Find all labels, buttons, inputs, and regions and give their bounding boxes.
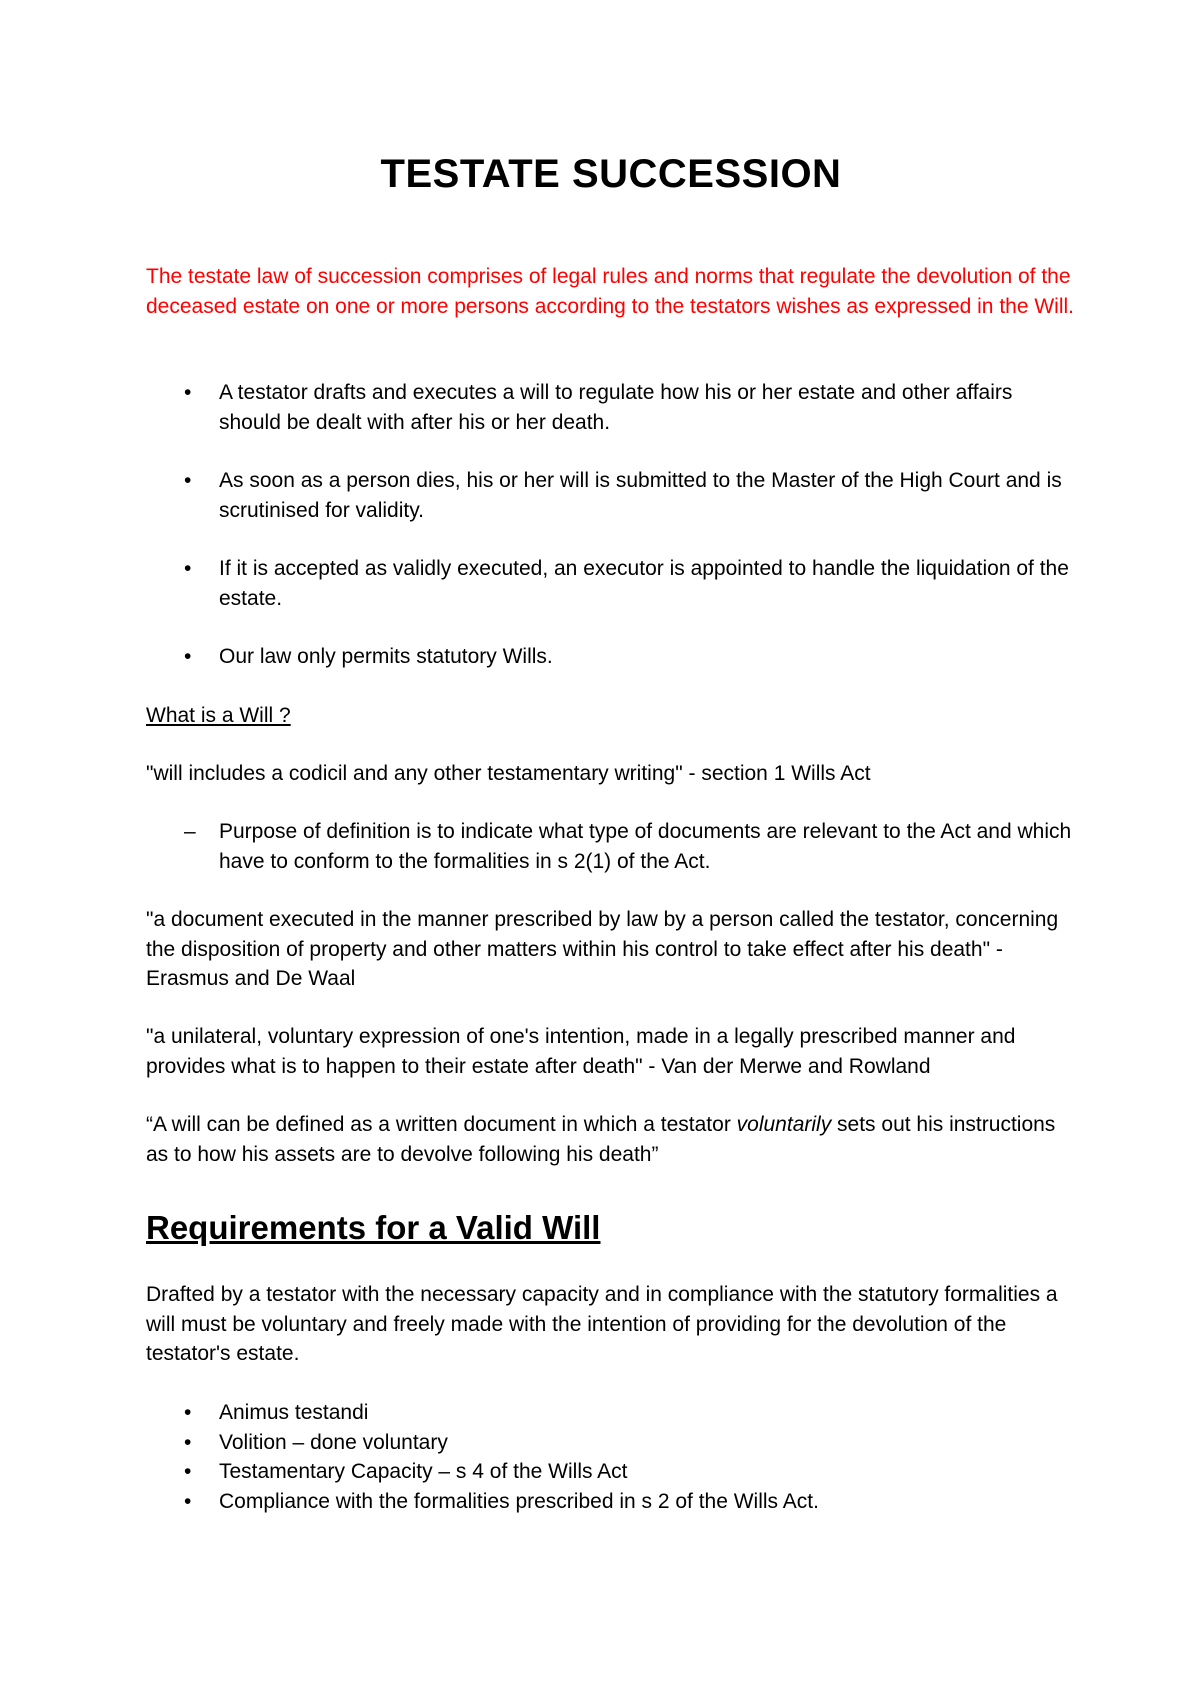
purpose-text: Purpose of definition is to indicate what type of documents are relevant to the Act and which have to conform to the formalities in s 2(1) of the Act. [219, 820, 1072, 873]
list-item-text: A testator drafts and executes a will to regulate how his or her estate and other affairs should be dealt with after his or her death. [219, 381, 1013, 434]
bullet-icon: • [184, 645, 192, 668]
quote-final-emphasis: voluntarily [736, 1113, 832, 1136]
list-item [146, 1428, 1076, 1458]
bullet-list-overview [146, 378, 1076, 701]
bullet-icon: • [184, 1401, 192, 1424]
list-item [146, 1487, 1076, 1517]
requirements-intro: Drafted by a testator with the necessary capacity and in compliance with the statutory formalities a will must be voluntary and freely made with the intention of providing for the devolution of the testator's estate. [146, 1283, 1058, 1365]
bullet-icon: • [184, 1489, 192, 1513]
requirements-heading: Requirements for a Valid Will [146, 1209, 601, 1246]
bullet-icon: • [184, 1430, 192, 1454]
list-item-text: If it is accepted as validly executed, an executor is appointed to handle the liquidation of the estate. [219, 557, 1069, 610]
definition-section1: "will includes a codicil and any other testamentary writing" - section 1 Wills Act [146, 762, 871, 785]
bullet-icon: • [184, 1460, 192, 1483]
list-item-text: Our law only permits statutory Wills. [219, 645, 553, 668]
quote-erasmus: "a document executed in the manner prescribed by law by a person called the testator, concerning the disposition of property and other matters within his control to take effect after his death" - Erasmus and De Waal [146, 908, 1059, 990]
quote-final [146, 1110, 1076, 1169]
list-item-text: Volition – done voluntary [219, 1430, 448, 1454]
list-item [146, 554, 1076, 613]
list-item-text: As soon as a person dies, his or her will is submitted to the Master of the High Court and is scrutinised for validity. [219, 469, 1062, 522]
list-item [146, 642, 1076, 672]
bullet-icon: • [184, 469, 192, 492]
bullet-icon: • [184, 381, 192, 404]
bullet-icon: • [184, 557, 192, 580]
list-item-text: Compliance with the formalities prescribed in s 2 of the Wills Act. [219, 1489, 819, 1513]
list-item [146, 378, 1076, 437]
list-item-text: Testamentary Capacity – s 4 of the Wills Act [219, 1460, 628, 1483]
list-item [146, 466, 1076, 525]
document-title: TESTATE SUCCESSION [380, 152, 842, 196]
quote-van-der-merwe: "a unilateral, voluntary expression of one's intention, made in a legally prescribed manner and provides what is to happen to their estate after death" - Van der Merwe and Rowland [146, 1025, 1016, 1078]
quote-final-part2: sets out his instructions as to how his assets are to devolve following his death” [146, 1113, 1056, 1166]
quote-final-part1: “A will can be defined as a written document in which a testator [146, 1113, 737, 1136]
bullet-list-requirements [146, 1398, 1076, 1516]
purpose-item [146, 817, 1076, 876]
what-is-will-subheading: What is a Will ? [146, 704, 291, 727]
list-item [146, 1398, 1076, 1428]
list-item [146, 1457, 1076, 1487]
list-item-text: Animus testandi [219, 1401, 369, 1424]
dash-icon: – [184, 820, 196, 843]
intro-paragraph: The testate law of succession comprises of legal rules and norms that regulate the devolution of the deceased estate on one or more persons according to the testators wishes as expressed in the Will. [146, 265, 1074, 318]
